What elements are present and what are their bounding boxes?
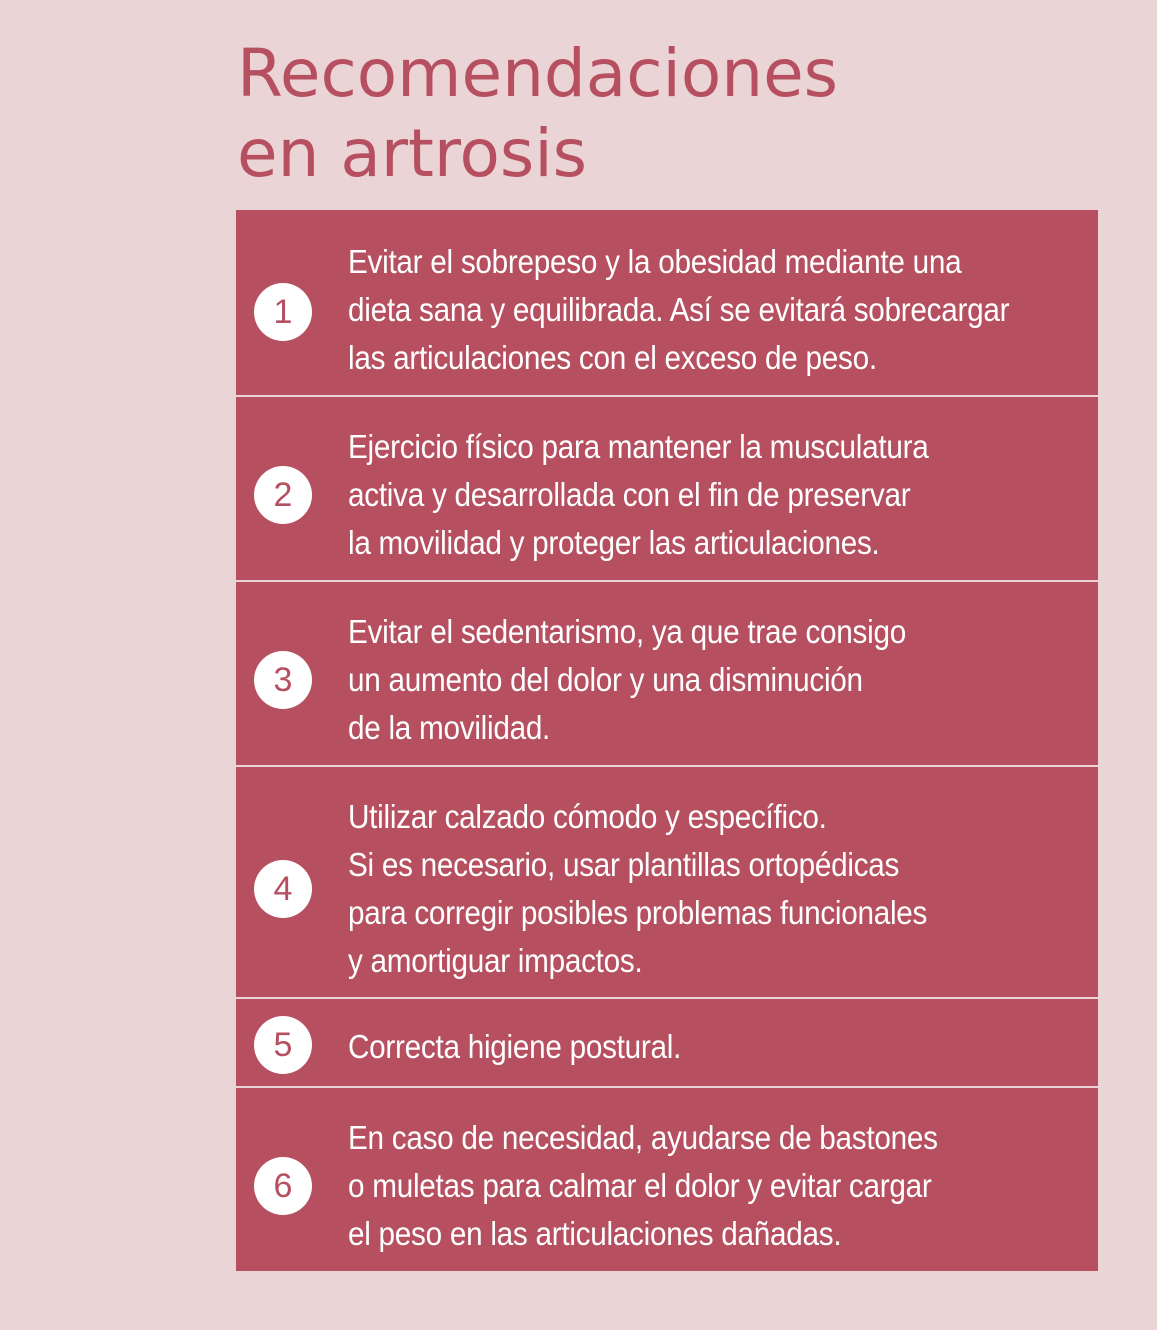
- number-badge-3: 3: [254, 651, 312, 709]
- recommendation-text-4: [348, 793, 1010, 985]
- recommendation-item-2: [236, 395, 1098, 580]
- recommendation-item-4: [236, 765, 1098, 997]
- text-line: dieta sana y equilibrada. Así se evitará sobrecargar: [348, 291, 1010, 328]
- text-line: activa y desarrollada con el fin de preservar: [348, 476, 911, 513]
- text-line: Correcta higiene postural.: [348, 1028, 682, 1065]
- number-badge-1: 1: [254, 283, 312, 341]
- number-badge-2: 2: [254, 466, 312, 524]
- text-line: un aumento del dolor y una disminución: [348, 661, 863, 698]
- number-badge-5: 5: [254, 1016, 312, 1074]
- title-line-1: Recomendaciones: [237, 35, 839, 112]
- text-line: el peso en las articulaciones dañadas.: [348, 1215, 842, 1252]
- text-line: Utilizar calzado cómodo y específico.: [348, 798, 827, 835]
- text-line: Ejercicio físico para mantener la musculatura: [348, 428, 929, 465]
- text-line: la movilidad y proteger las articulaciones.: [348, 524, 880, 561]
- text-line: y amortiguar impactos.: [348, 942, 643, 979]
- title-line-2: en artrosis: [237, 115, 588, 192]
- text-line: Evitar el sedentarismo, ya que trae consigo: [348, 613, 906, 650]
- recommendation-text-3: [348, 608, 1010, 752]
- text-line: En caso de necesidad, ayudarse de bastones: [348, 1119, 938, 1156]
- number-badge-4: 4: [254, 860, 312, 918]
- number-badge-6: 6: [254, 1157, 312, 1215]
- text-line: de la movilidad.: [348, 709, 551, 746]
- recommendation-text-6: [348, 1114, 1010, 1258]
- recommendation-text-1: [348, 238, 1010, 382]
- recommendations-list: [236, 210, 1098, 1271]
- recommendation-item-6: [236, 1086, 1098, 1271]
- page-title: [237, 34, 838, 194]
- text-line: Evitar el sobrepeso y la obesidad mediante una: [348, 243, 962, 280]
- text-line: las articulaciones con el exceso de peso.: [348, 339, 877, 376]
- recommendation-item-3: [236, 580, 1098, 765]
- recommendation-text-5: [348, 1023, 1010, 1071]
- text-line: Si es necesario, usar plantillas ortopédicas: [348, 846, 900, 883]
- recommendation-item-1: [236, 210, 1098, 395]
- recommendation-text-2: [348, 423, 1010, 567]
- recommendation-item-5: [236, 997, 1098, 1086]
- text-line: para corregir posibles problemas funcionales: [348, 894, 928, 931]
- text-line: o muletas para calmar el dolor y evitar cargar: [348, 1167, 932, 1204]
